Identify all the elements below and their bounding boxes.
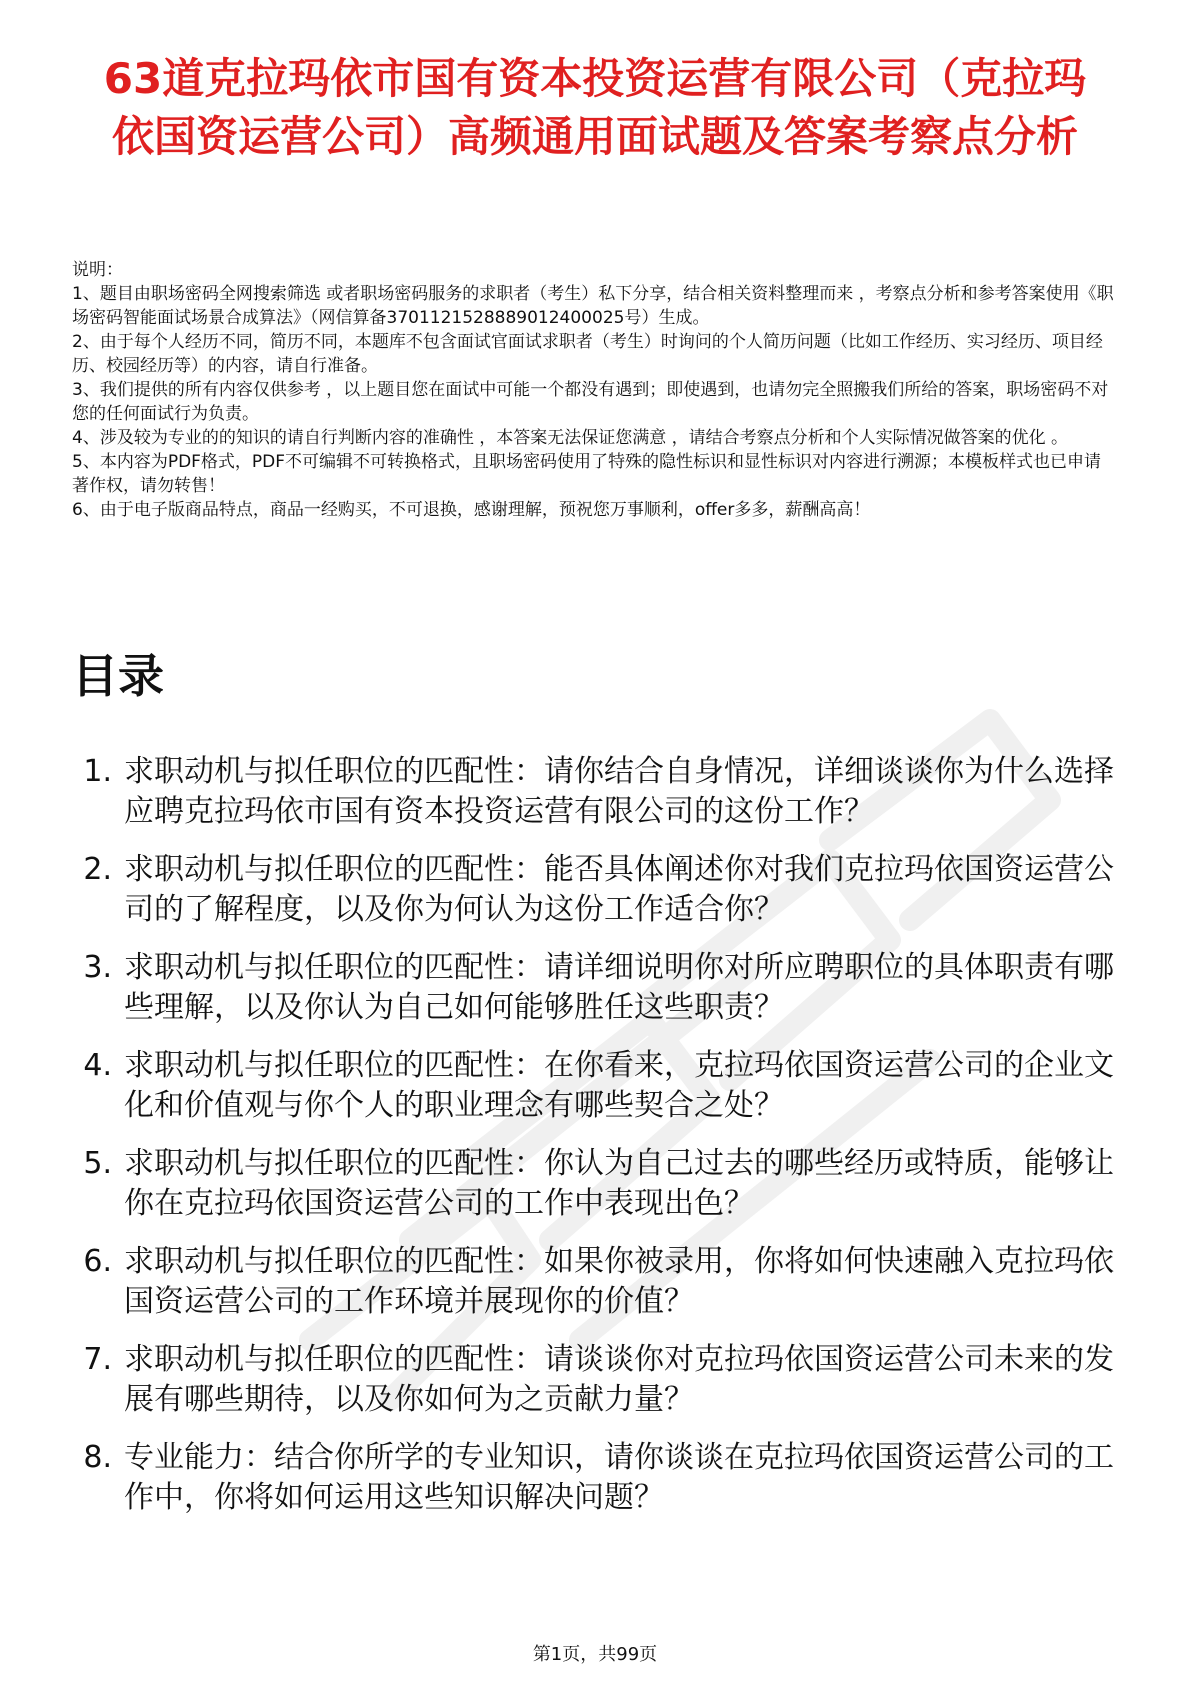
note-item: 4、涉及较为专业的的知识的请自行判断内容的准确性 ，本答案无法保证您满意 ，请结合考察点分析和个人实际情况做答案的优化 。 — [72, 428, 1069, 448]
toc-item-number: 2. — [83, 852, 112, 887]
toc-list — [72, 752, 1118, 1536]
notes-section — [72, 258, 1118, 522]
note-item: 2、由于每个人经历不同，简历不同，本题库不包含面试官面试求职者（考生）时询问的个人简历问题（比如工作经历、实习经历、项目经历、校园经历等）的内容，请自行准备。 — [72, 332, 1103, 376]
toc-item-text: 求职动机与拟任职位的匹配性：请详细说明你对所应聘职位的具体职责有哪些理解，以及你认为自己如何能够胜任这些职责？ — [124, 950, 1114, 1025]
toc-item[interactable] — [72, 1340, 1118, 1420]
toc-item[interactable] — [72, 752, 1118, 832]
toc-item[interactable] — [72, 1046, 1118, 1126]
toc-item[interactable] — [72, 948, 1118, 1028]
toc-item[interactable] — [72, 1438, 1118, 1518]
toc-item-number: 7. — [83, 1342, 112, 1377]
toc-item-number: 4. — [83, 1048, 112, 1083]
toc-item-number: 8. — [83, 1440, 112, 1475]
toc-heading: 目录 — [72, 649, 164, 703]
notes-heading: 说明： — [72, 260, 123, 280]
toc-item-text: 求职动机与拟任职位的匹配性：请你结合自身情况，详细谈谈你为什么选择应聘克拉玛依市国有资本投资运营有限公司的这份工作？ — [124, 754, 1114, 829]
toc-item[interactable] — [72, 1242, 1118, 1322]
toc-item-number: 6. — [83, 1244, 112, 1279]
toc-item-text: 求职动机与拟任职位的匹配性：能否具体阐述你对我们克拉玛依国资运营公司的了解程度，以及你为何认为这份工作适合你？ — [124, 852, 1114, 927]
toc-item-number: 1. — [83, 754, 112, 789]
note-item: 6、由于电子版商品特点，商品一经购买，不可退换，感谢理解，预祝您万事顺利，offer多多，薪酬高高！ — [72, 500, 871, 520]
note-item: 3、我们提供的所有内容仅供参考 ，以上题目您在面试中可能一个都没有遇到；即使遇到，也请勿完全照搬我们所给的答案，职场密码不对您的任何面试行为负责。 — [72, 380, 1109, 424]
toc-item-text: 专业能力：结合你所学的专业知识，请你谈谈在克拉玛依国资运营公司的工作中，你将如何运用这些知识解决问题？ — [124, 1440, 1114, 1515]
note-item: 5、本内容为PDF格式，PDF不可编辑不可转换格式，且职场密码使用了特殊的隐性标识和显性标识对内容进行溯源；本模板样式也已申请著作权，请勿转售！ — [72, 452, 1102, 496]
toc-item[interactable] — [72, 1144, 1118, 1224]
document-title: 63道克拉玛依市国有资本投资运营有限公司（克拉玛依国资运营公司）高频通用面试题及答案考察点分析 — [103, 54, 1087, 161]
toc-item-text: 求职动机与拟任职位的匹配性：在你看来，克拉玛依国资运营公司的企业文化和价值观与你个人的职业理念有哪些契合之处？ — [124, 1048, 1114, 1123]
toc-item-text: 求职动机与拟任职位的匹配性：你认为自己过去的哪些经历或特质，能够让你在克拉玛依国资运营公司的工作中表现出色？ — [124, 1146, 1114, 1221]
toc-item[interactable] — [72, 850, 1118, 930]
toc-item-number: 5. — [83, 1146, 112, 1181]
page-footer: 第1页，共99页 — [532, 1644, 658, 1665]
toc-item-number: 3. — [83, 950, 112, 985]
note-item: 1、题目由职场密码全网搜索筛选 或者职场密码服务的求职者（考生）私下分享，结合相关资料整理而来 ，考察点分析和参考答案使用《职场密码智能面试场景合成算法》（网信算备3701121528889012400025号）生成。 — [72, 284, 1114, 328]
toc-item-text: 求职动机与拟任职位的匹配性：如果你被录用，你将如何快速融入克拉玛依国资运营公司的工作环境并展现你的价值？ — [124, 1244, 1114, 1319]
toc-item-text: 求职动机与拟任职位的匹配性：请谈谈你对克拉玛依国资运营公司未来的发展有哪些期待，以及你如何为之贡献力量？ — [124, 1342, 1114, 1417]
